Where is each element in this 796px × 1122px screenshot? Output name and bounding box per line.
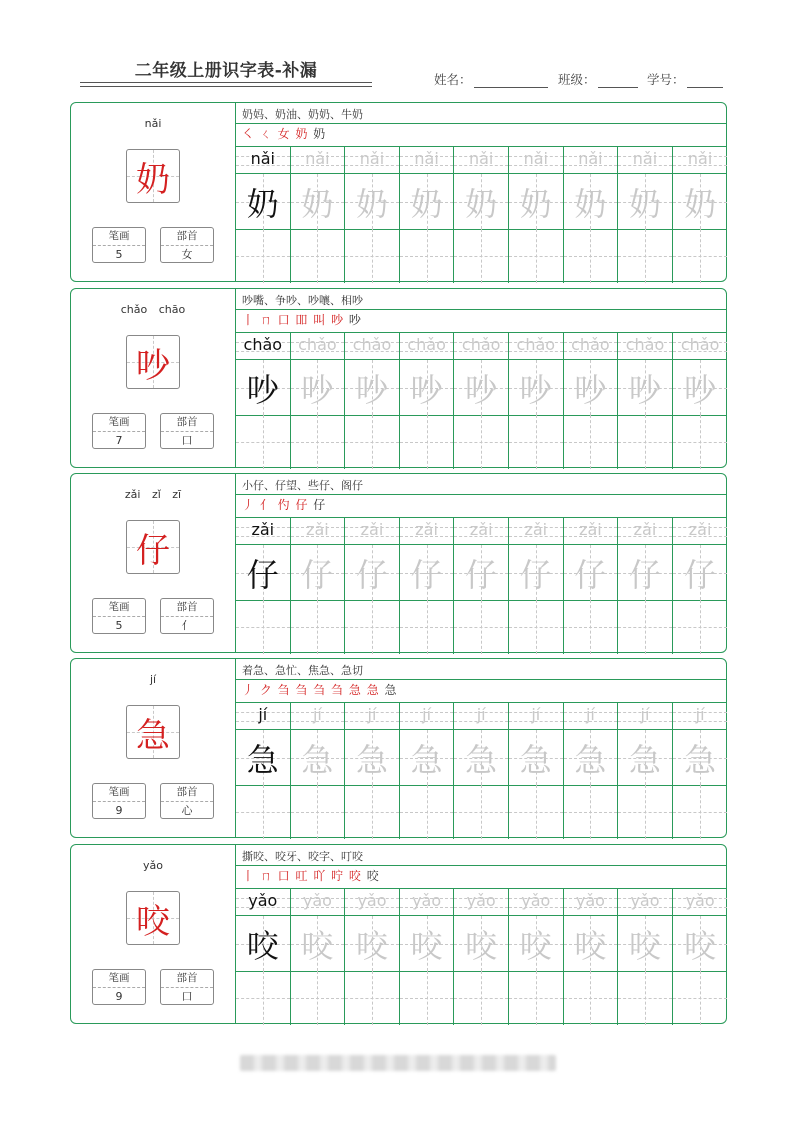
radical-value: 女	[181, 248, 193, 261]
char-info-panel	[71, 103, 236, 281]
practice-cell[interactable]	[509, 889, 564, 1025]
stroke-count-label: 笔画	[93, 414, 145, 432]
pinyin-trace: nǎi	[359, 149, 385, 168]
stroke-count-box	[92, 413, 146, 449]
radical-value: 口	[181, 434, 193, 447]
stroke-order-sequence: 丨 ㄇ 口 吅 叫 吵	[242, 313, 345, 327]
char-model: 奶	[246, 184, 279, 223]
practice-panel	[236, 659, 726, 837]
pinyin-trace: yǎo	[575, 891, 605, 910]
practice-cell[interactable]	[454, 333, 509, 469]
char-trace: 急	[519, 740, 552, 779]
char-info-panel	[71, 474, 236, 652]
empty-writing-cell[interactable]	[345, 600, 399, 654]
word-list: 奶妈、奶油、奶奶、牛奶	[242, 108, 363, 121]
practice-cell[interactable]	[236, 703, 291, 839]
name-blank[interactable]	[474, 73, 548, 88]
practice-cell[interactable]	[291, 518, 346, 654]
char-model: 吵	[246, 370, 279, 409]
char-trace: 仔	[574, 555, 607, 594]
empty-writing-cell[interactable]	[564, 785, 618, 839]
practice-cell[interactable]	[618, 518, 673, 654]
pinyin-trace: nǎi	[632, 149, 658, 168]
stroke-count-value: 9	[115, 990, 123, 1003]
practice-cell[interactable]	[400, 518, 455, 654]
class-field[interactable]	[558, 70, 638, 88]
practice-grid	[236, 518, 726, 654]
pinyin-trace: chǎo	[407, 335, 446, 354]
practice-cell[interactable]	[236, 889, 291, 1025]
pinyin-trace: jí	[585, 705, 595, 724]
radical-box	[160, 969, 214, 1005]
empty-writing-cell[interactable]	[400, 971, 454, 1025]
title-underline	[80, 82, 372, 83]
practice-grid	[236, 333, 726, 469]
radical-box	[160, 783, 214, 819]
char-pinyin: chǎo chāo	[120, 303, 186, 316]
practice-cell[interactable]	[454, 703, 509, 839]
empty-writing-cell[interactable]	[454, 229, 508, 283]
practice-grid	[236, 703, 726, 839]
practice-cell[interactable]	[564, 333, 619, 469]
empty-writing-cell[interactable]	[618, 415, 672, 469]
char-card	[70, 658, 727, 838]
empty-writing-cell[interactable]	[509, 971, 563, 1025]
char-trace: 急	[355, 740, 388, 779]
stroke-count-value: 7	[115, 434, 123, 447]
stroke-count-box	[92, 227, 146, 263]
stroke-count-box	[92, 969, 146, 1005]
radical-value: 心	[181, 804, 193, 817]
practice-cell[interactable]	[400, 147, 455, 283]
char-trace: 吵	[574, 370, 607, 409]
char-trace: 奶	[574, 184, 607, 223]
class-blank[interactable]	[598, 73, 638, 88]
practice-panel	[236, 289, 726, 467]
practice-cell[interactable]	[291, 889, 346, 1025]
char-display: 吵	[136, 345, 170, 386]
char-display-box	[126, 335, 180, 389]
practice-cell[interactable]	[673, 703, 728, 839]
empty-writing-cell[interactable]	[509, 600, 563, 654]
stroke-order-final: 急	[384, 683, 398, 697]
char-trace: 吵	[355, 370, 388, 409]
empty-writing-cell[interactable]	[345, 415, 399, 469]
stroke-order-sequence: ㇛ ㄑ 女 奶	[242, 127, 309, 141]
char-trace: 咬	[684, 926, 717, 965]
pinyin-trace: zǎi	[306, 520, 329, 539]
empty-writing-cell[interactable]	[673, 971, 728, 1025]
empty-writing-cell[interactable]	[564, 600, 618, 654]
char-trace: 吵	[519, 370, 552, 409]
empty-writing-cell[interactable]	[618, 229, 672, 283]
char-pinyin: nǎi	[144, 117, 162, 130]
practice-cell[interactable]	[673, 147, 728, 283]
radical-box	[160, 598, 214, 634]
char-trace: 奶	[355, 184, 388, 223]
name-field[interactable]	[434, 70, 548, 88]
pinyin-trace: jí	[695, 705, 705, 724]
pinyin-trace: chǎo	[298, 335, 337, 354]
char-pinyin: yǎo	[143, 859, 163, 872]
pinyin-trace: yǎo	[521, 891, 551, 910]
class-label: 班级：	[558, 72, 596, 87]
pinyin-trace: zǎi	[579, 520, 602, 539]
stroke-count-value: 9	[115, 804, 123, 817]
char-card	[70, 473, 727, 653]
practice-cell[interactable]	[618, 333, 673, 469]
char-trace: 咬	[628, 926, 661, 965]
empty-writing-cell[interactable]	[400, 600, 454, 654]
pinyin-model: yǎo	[248, 891, 278, 910]
char-trace: 仔	[410, 555, 443, 594]
char-info-panel	[71, 845, 236, 1023]
char-card	[70, 288, 727, 468]
radical-value: 亻	[181, 619, 193, 632]
pinyin-trace: nǎi	[523, 149, 548, 168]
empty-writing-cell[interactable]	[236, 971, 290, 1025]
practice-cell[interactable]	[345, 147, 400, 283]
char-trace: 仔	[355, 555, 388, 594]
practice-cell[interactable]	[618, 703, 673, 839]
pinyin-trace: nǎi	[305, 149, 330, 168]
pinyin-trace: nǎi	[468, 149, 494, 168]
pinyin-model: jí	[258, 705, 268, 724]
pinyin-trace: nǎi	[414, 149, 439, 168]
char-trace: 吵	[628, 370, 661, 409]
empty-writing-cell[interactable]	[454, 600, 508, 654]
stroke-order	[242, 496, 326, 513]
char-model: 仔	[246, 555, 279, 594]
empty-writing-cell[interactable]	[673, 415, 728, 469]
pinyin-trace: chǎo	[352, 335, 392, 354]
pinyin-trace: jí	[367, 705, 377, 724]
char-trace: 急	[410, 740, 443, 779]
practice-cell[interactable]	[345, 703, 400, 839]
empty-writing-cell[interactable]	[673, 229, 728, 283]
pinyin-trace: yǎo	[630, 891, 660, 910]
stroke-count-label: 笔画	[93, 599, 145, 617]
pinyin-trace: zǎi	[415, 520, 438, 539]
char-trace: 咬	[574, 926, 607, 965]
stroke-order-final: 仔	[313, 498, 327, 512]
char-model: 咬	[246, 926, 279, 965]
practice-panel	[236, 474, 726, 652]
empty-writing-cell[interactable]	[618, 971, 672, 1025]
stroke-order-sequence: 丨 ㄇ 口 叿 吖 咛 咬	[242, 869, 362, 883]
empty-writing-cell[interactable]	[236, 415, 290, 469]
radical-label: 部首	[161, 784, 213, 802]
practice-cell[interactable]	[454, 518, 509, 654]
char-trace: 仔	[684, 555, 717, 594]
practice-grid	[236, 889, 726, 1025]
empty-writing-cell[interactable]	[291, 229, 345, 283]
radical-box	[160, 413, 214, 449]
practice-cell[interactable]	[673, 889, 728, 1025]
empty-writing-cell[interactable]	[454, 971, 508, 1025]
practice-cell[interactable]	[291, 333, 346, 469]
empty-writing-cell[interactable]	[673, 600, 728, 654]
practice-cell[interactable]	[454, 147, 509, 283]
stroke-count-label: 笔画	[93, 784, 145, 802]
char-trace: 急	[628, 740, 661, 779]
practice-cell[interactable]	[509, 518, 564, 654]
empty-writing-cell[interactable]	[509, 415, 563, 469]
empty-writing-cell[interactable]	[400, 415, 454, 469]
pinyin-trace: jí	[312, 705, 322, 724]
practice-cell[interactable]	[236, 518, 291, 654]
empty-writing-cell[interactable]	[400, 785, 454, 839]
char-display-box	[126, 891, 180, 945]
empty-writing-cell[interactable]	[618, 600, 672, 654]
practice-cell[interactable]	[236, 147, 291, 283]
word-list: 着急、急忙、焦急、急切	[242, 664, 363, 677]
char-trace: 奶	[684, 184, 717, 223]
student-id-field[interactable]	[647, 70, 723, 88]
stroke-order-sequence: 丿 ク 刍 刍 刍 刍 急 急	[242, 683, 380, 697]
word-list: 吵嘴、争吵、吵嚷、相吵	[242, 294, 363, 307]
radical-box	[160, 227, 214, 263]
practice-cell[interactable]	[291, 703, 346, 839]
char-trace: 奶	[519, 184, 552, 223]
pinyin-trace: yǎo	[466, 891, 496, 910]
empty-writing-cell[interactable]	[673, 785, 728, 839]
word-list: 小仔、仔望、些仔、阁仔	[242, 479, 363, 492]
radical-label: 部首	[161, 970, 213, 988]
practice-panel	[236, 845, 726, 1023]
char-trace: 奶	[301, 184, 334, 223]
pinyin-trace: chǎo	[680, 335, 720, 354]
pinyin-trace: yǎo	[302, 891, 332, 910]
char-display-box	[126, 149, 180, 203]
empty-writing-cell[interactable]	[564, 415, 618, 469]
char-card	[70, 844, 727, 1024]
char-trace: 吵	[301, 370, 334, 409]
char-trace: 吵	[465, 370, 498, 409]
page-title: 二年级上册识字表-补漏	[134, 61, 318, 81]
char-display: 仔	[136, 530, 170, 571]
empty-writing-cell[interactable]	[454, 785, 508, 839]
char-trace: 奶	[465, 184, 498, 223]
char-trace: 奶	[628, 184, 661, 223]
empty-writing-cell[interactable]	[345, 971, 399, 1025]
empty-writing-cell[interactable]	[291, 600, 345, 654]
empty-writing-cell[interactable]	[400, 229, 454, 283]
title-underline-2	[80, 86, 372, 87]
pinyin-trace: yǎo	[685, 891, 715, 910]
stroke-count-value: 5	[115, 619, 123, 632]
char-card	[70, 102, 727, 282]
stroke-order-sequence: 丿 亻 仢 仔	[242, 498, 309, 512]
char-display-box	[126, 520, 180, 574]
char-trace: 咬	[355, 926, 388, 965]
empty-writing-cell[interactable]	[236, 785, 290, 839]
word-list: 撕咬、咬牙、咬字、叮咬	[242, 850, 363, 863]
empty-writing-cell[interactable]	[454, 415, 508, 469]
pinyin-trace: zǎi	[360, 520, 384, 539]
empty-writing-cell[interactable]	[564, 229, 618, 283]
practice-grid	[236, 147, 726, 283]
practice-cell[interactable]	[509, 333, 564, 469]
practice-cell[interactable]	[673, 518, 728, 654]
char-trace: 仔	[301, 555, 334, 594]
pinyin-model: chǎo	[243, 335, 283, 354]
radical-label: 部首	[161, 414, 213, 432]
practice-panel	[236, 103, 726, 281]
practice-cell[interactable]	[618, 147, 673, 283]
char-trace: 仔	[628, 555, 661, 594]
char-trace: 咬	[519, 926, 552, 965]
empty-writing-cell[interactable]	[509, 785, 563, 839]
practice-cell[interactable]	[454, 889, 509, 1025]
pinyin-trace: zǎi	[524, 520, 548, 539]
empty-writing-cell[interactable]	[291, 415, 345, 469]
char-display: 咬	[136, 901, 170, 942]
stroke-order-final: 咬	[366, 869, 380, 883]
char-trace: 急	[465, 740, 498, 779]
practice-cell[interactable]	[291, 147, 346, 283]
empty-writing-cell[interactable]	[618, 785, 672, 839]
practice-cell[interactable]	[673, 333, 728, 469]
practice-cell[interactable]	[509, 703, 564, 839]
pinyin-trace: jí	[531, 705, 541, 724]
char-display-box	[126, 705, 180, 759]
char-trace: 咬	[465, 926, 498, 965]
stroke-order	[242, 681, 398, 698]
char-trace: 仔	[465, 555, 498, 594]
pinyin-model: nǎi	[250, 149, 275, 168]
empty-writing-cell[interactable]	[236, 600, 290, 654]
stroke-order-final: 吵	[348, 313, 362, 327]
pinyin-model: zǎi	[251, 520, 275, 539]
practice-cell[interactable]	[509, 147, 564, 283]
char-trace: 奶	[410, 184, 443, 223]
char-trace: 仔	[519, 555, 552, 594]
pinyin-trace: nǎi	[687, 149, 713, 168]
pinyin-trace: chǎo	[625, 335, 665, 354]
char-info-panel	[71, 659, 236, 837]
char-trace: 吵	[410, 370, 443, 409]
empty-writing-cell[interactable]	[291, 785, 345, 839]
stroke-order	[242, 867, 380, 884]
pinyin-trace: jí	[640, 705, 650, 724]
student-id-label: 学号：	[647, 72, 685, 87]
char-display: 急	[136, 715, 170, 756]
practice-cell[interactable]	[345, 333, 400, 469]
practice-cell[interactable]	[564, 889, 619, 1025]
practice-cell[interactable]	[618, 889, 673, 1025]
char-trace: 咬	[301, 926, 334, 965]
char-pinyin: jí	[149, 673, 157, 686]
char-trace: 急	[574, 740, 607, 779]
practice-cell[interactable]	[345, 889, 400, 1025]
stroke-order	[242, 125, 326, 142]
radical-value: 口	[181, 990, 193, 1003]
empty-writing-cell[interactable]	[291, 971, 345, 1025]
practice-cell[interactable]	[564, 518, 619, 654]
empty-writing-cell[interactable]	[509, 229, 563, 283]
pinyin-trace: jí	[422, 705, 432, 724]
name-label: 姓名：	[434, 72, 472, 87]
stroke-count-value: 5	[115, 248, 123, 261]
empty-writing-cell[interactable]	[236, 229, 290, 283]
stroke-order-final: 奶	[313, 127, 327, 141]
char-trace: 急	[684, 740, 717, 779]
char-trace: 咬	[410, 926, 443, 965]
char-display: 奶	[136, 159, 170, 200]
pinyin-trace: yǎo	[412, 891, 442, 910]
pinyin-trace: chǎo	[571, 335, 610, 354]
pinyin-trace: jí	[476, 705, 486, 724]
pinyin-trace: chǎo	[516, 335, 556, 354]
stroke-count-box	[92, 598, 146, 634]
char-model: 急	[246, 740, 279, 779]
pinyin-trace: nǎi	[578, 149, 603, 168]
char-trace: 吵	[684, 370, 717, 409]
practice-cell[interactable]	[400, 889, 455, 1025]
char-info-panel	[71, 289, 236, 467]
practice-cell[interactable]	[564, 147, 619, 283]
pinyin-trace: chǎo	[461, 335, 501, 354]
pinyin-trace: zǎi	[688, 520, 712, 539]
stroke-count-label: 笔画	[93, 970, 145, 988]
pinyin-trace: zǎi	[469, 520, 493, 539]
stroke-count-label: 笔画	[93, 228, 145, 246]
practice-cell[interactable]	[400, 703, 455, 839]
practice-cell[interactable]	[345, 518, 400, 654]
practice-cell[interactable]	[400, 333, 455, 469]
pinyin-trace: yǎo	[357, 891, 387, 910]
pinyin-trace: zǎi	[633, 520, 657, 539]
stroke-count-box	[92, 783, 146, 819]
blurred-watermark	[240, 1055, 556, 1071]
practice-cell[interactable]	[564, 703, 619, 839]
radical-label: 部首	[161, 599, 213, 617]
char-pinyin: zǎi zǐ zī	[124, 488, 182, 501]
char-trace: 急	[301, 740, 334, 779]
student-id-blank[interactable]	[687, 73, 723, 88]
empty-writing-cell[interactable]	[345, 785, 399, 839]
practice-cell[interactable]	[236, 333, 291, 469]
radical-label: 部首	[161, 228, 213, 246]
empty-writing-cell[interactable]	[345, 229, 399, 283]
stroke-order	[242, 311, 362, 328]
empty-writing-cell[interactable]	[564, 971, 618, 1025]
